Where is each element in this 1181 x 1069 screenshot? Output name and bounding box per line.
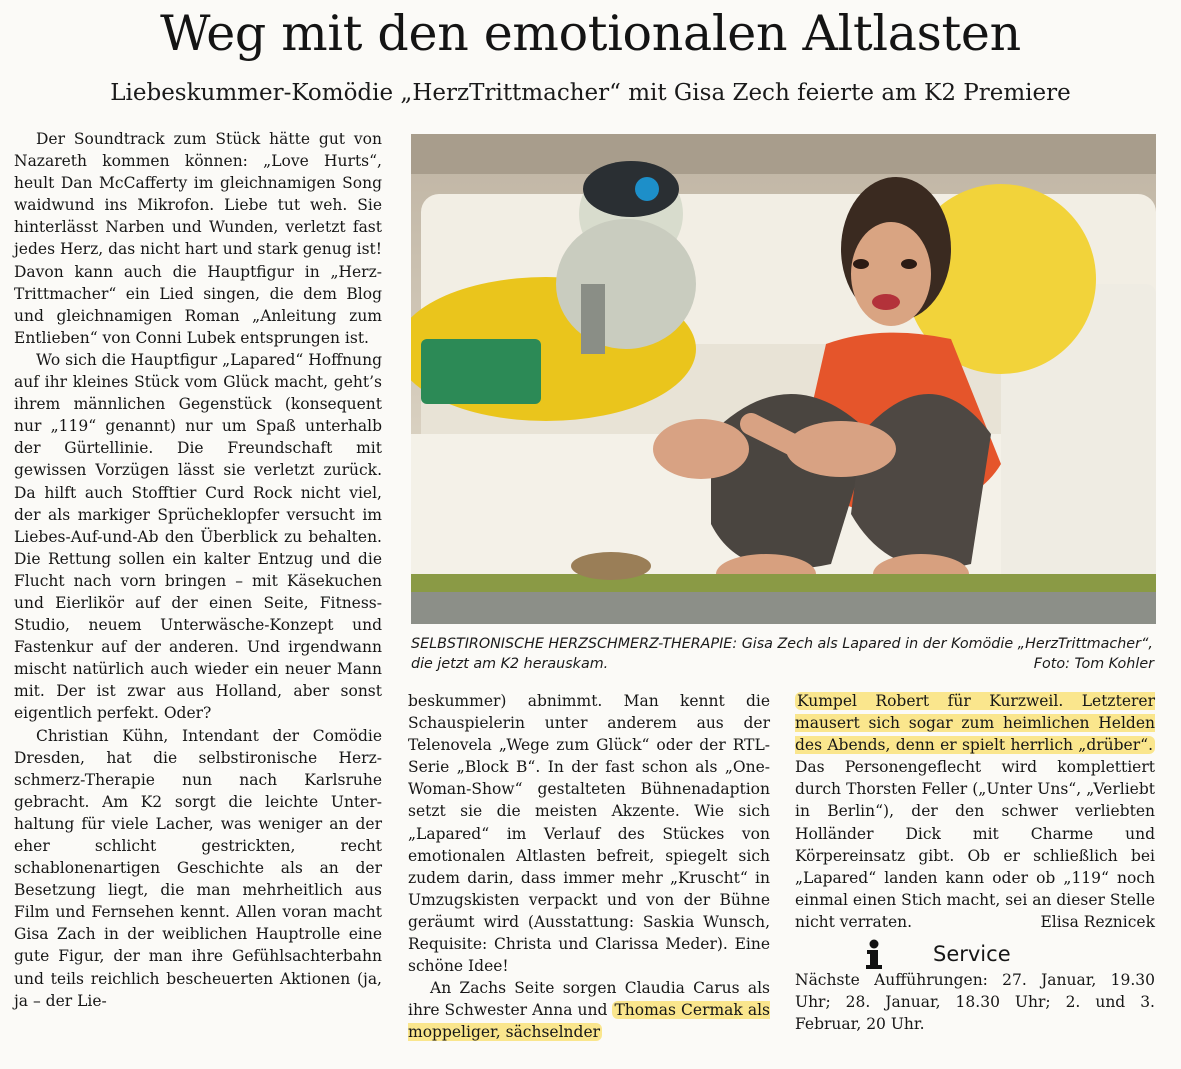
photo-caption <box>411 634 1156 674</box>
paragraph: An Zachs Seite sorgen Claudia Carus als ihre Schwester Anna und Thomas Cermak als moppeliger, sächselnder <box>408 979 770 1042</box>
stage-photo <box>411 134 1156 624</box>
paragraph: Der Soundtrack zum Stück hätte gut von Nazareth kommen können: „Love Hurts“, heult Dan McCafferty im gleichnamigen Song waidwund ins Mikrofon. Liebe tut weh. Sie hinterlässt Narben und Wunden, verletzt fast jedes Herz, das nicht hart und stark genug ist! Davon kann auch die Hauptfigur in „Herz-Trittmacher“ ein Lied singen, die dem Blog und gleichnamigen Roman „Anleitung zum Entlieben“ von Conni Lubek entsprungen ist. <box>14 130 382 347</box>
article-column-2 <box>408 690 770 1044</box>
paragraph: beskummer) abnimmt. Man kennt die Schauspielerin unter anderem aus der Telenovela „Wege zum Glück“ oder der RTL-Serie „Block B“. In der fast schon als „One-Woman-Show“ gestalteten Bühnenadaption setzt sie die meisten Akzente. Wie sich „Lapared“ im Verlauf des Stückes von emotionalen Altlasten befreit, spiegelt sich zudem darin, dass immer mehr „Kruscht“ in Umzugskisten verpackt und von der Bühne geräumt wird (Ausstattung: Saskia Wunsch, Requisite: Christa und Clarissa Meder). Eine schöne Idee! <box>408 692 770 976</box>
paragraph: Kumpel Robert für Kurzweil. Letzterer mausert sich sogar zum heimlichen Helden des Abends, denn er spielt herrlich „drüber“. Das Personengeflecht wird komplettiert durch Thorsten Feller („Unter Uns“, „Verliebt in Berlin“), der den schwer verliebten Holländer Dick mit Charme und Körpereinsatz gibt. Ob er schließlich bei „Lapared“ landen kann oder ob „119“ noch einmal einen Stich macht, sei an dieser Stelle nicht verraten. Elisa Reznicek <box>795 690 1155 933</box>
article-subheadline: Liebeskummer-Komödie „HerzTrittmacher“ mit Gisa Zech feierte am K2 Premiere <box>110 80 1071 106</box>
service-text: Nächste Aufführungen: 27. Januar, 19.30 Uhr; 28. Januar, 18.30 Uhr; 2. und 3. Februar, 20 Uhr. <box>795 971 1155 1034</box>
caption-title: SELBSTIRONISCHE HERZSCHMERZ-THERAPIE: <box>411 636 738 652</box>
article-column-3 <box>795 690 1155 1035</box>
service-title: Service <box>933 942 1011 967</box>
author: Elisa Reznicek <box>1040 912 1155 931</box>
highlighted-text: Thomas Cermak als moppeliger, sächselnder <box>408 1001 770 1042</box>
info-icon <box>861 939 887 969</box>
photo-credit: Foto: Tom Kohler <box>1033 656 1154 672</box>
service-box-header <box>795 939 1155 969</box>
article-headline: Weg mit den emotionalen Altlasten <box>160 5 1021 62</box>
paragraph: Wo sich die Hauptfigur „Lapared“ Hoffnung auf ihr kleines Stück vom Glück macht, geht’s ihrem männlichen Gegenstück (konsequent nur „119“ genannt) nur um Spaß unterhalb der Gürtellinie. Die Freundschaft mit gewissen Vorzügen lässt sie verletzt zurück. Da hilft auch Stofftier Curd Rock nicht viel, der als markiger Sprücheklopfer versucht im Liebes-Auf-und-Ab den Überblick zu behalten. Die Rettung sollen ein kalter Entzug und die Flucht nach vorn bringen – mit Käsekuchen und Eierlikör auf der einen Seite, Fitness-Studio, neuem Unterwäsche-Konzept und Fastenkur auf der anderen. Und irgendwann mischt natürlich auch wieder ein neuer Mann mit. Der ist zwar aus Holland, aber sonst eigentlich perfekt. Oder? <box>14 350 382 723</box>
article-column-1 <box>14 128 382 1012</box>
highlighted-text: Kumpel Robert für Kurzweil. Letzterer mausert sich sogar zum heimlichen Helden des Abends, denn er spielt herrlich „drüber“. <box>795 692 1155 755</box>
caption-text: Gisa Zech als Lapared in der Komödie „HerzTrittmacher“, die jetzt am K2 herauskam. <box>411 636 1153 672</box>
paragraph: Christian Kühn, Intendant der Comödie Dresden, hat die selbstironische Herzschmerz-Therapie nun nach Karlsruhe gebracht. Am K2 sorgt die leichte Unterhaltung für viele Lacher, was weniger an der eher schlicht gestrickten, recht schablonenartigen Geschichte als an der Besetzung liegt, die man mehrheitlich aus Film und Fernsehen kennt. Allen voran macht Gisa Zach in der weiblichen Hauptrolle eine gute Figur, der man ihre Gefühlsachterbahn und teils reichlich bescheuerten Aktionen (ja, ja – der Lie- <box>14 726 382 1010</box>
